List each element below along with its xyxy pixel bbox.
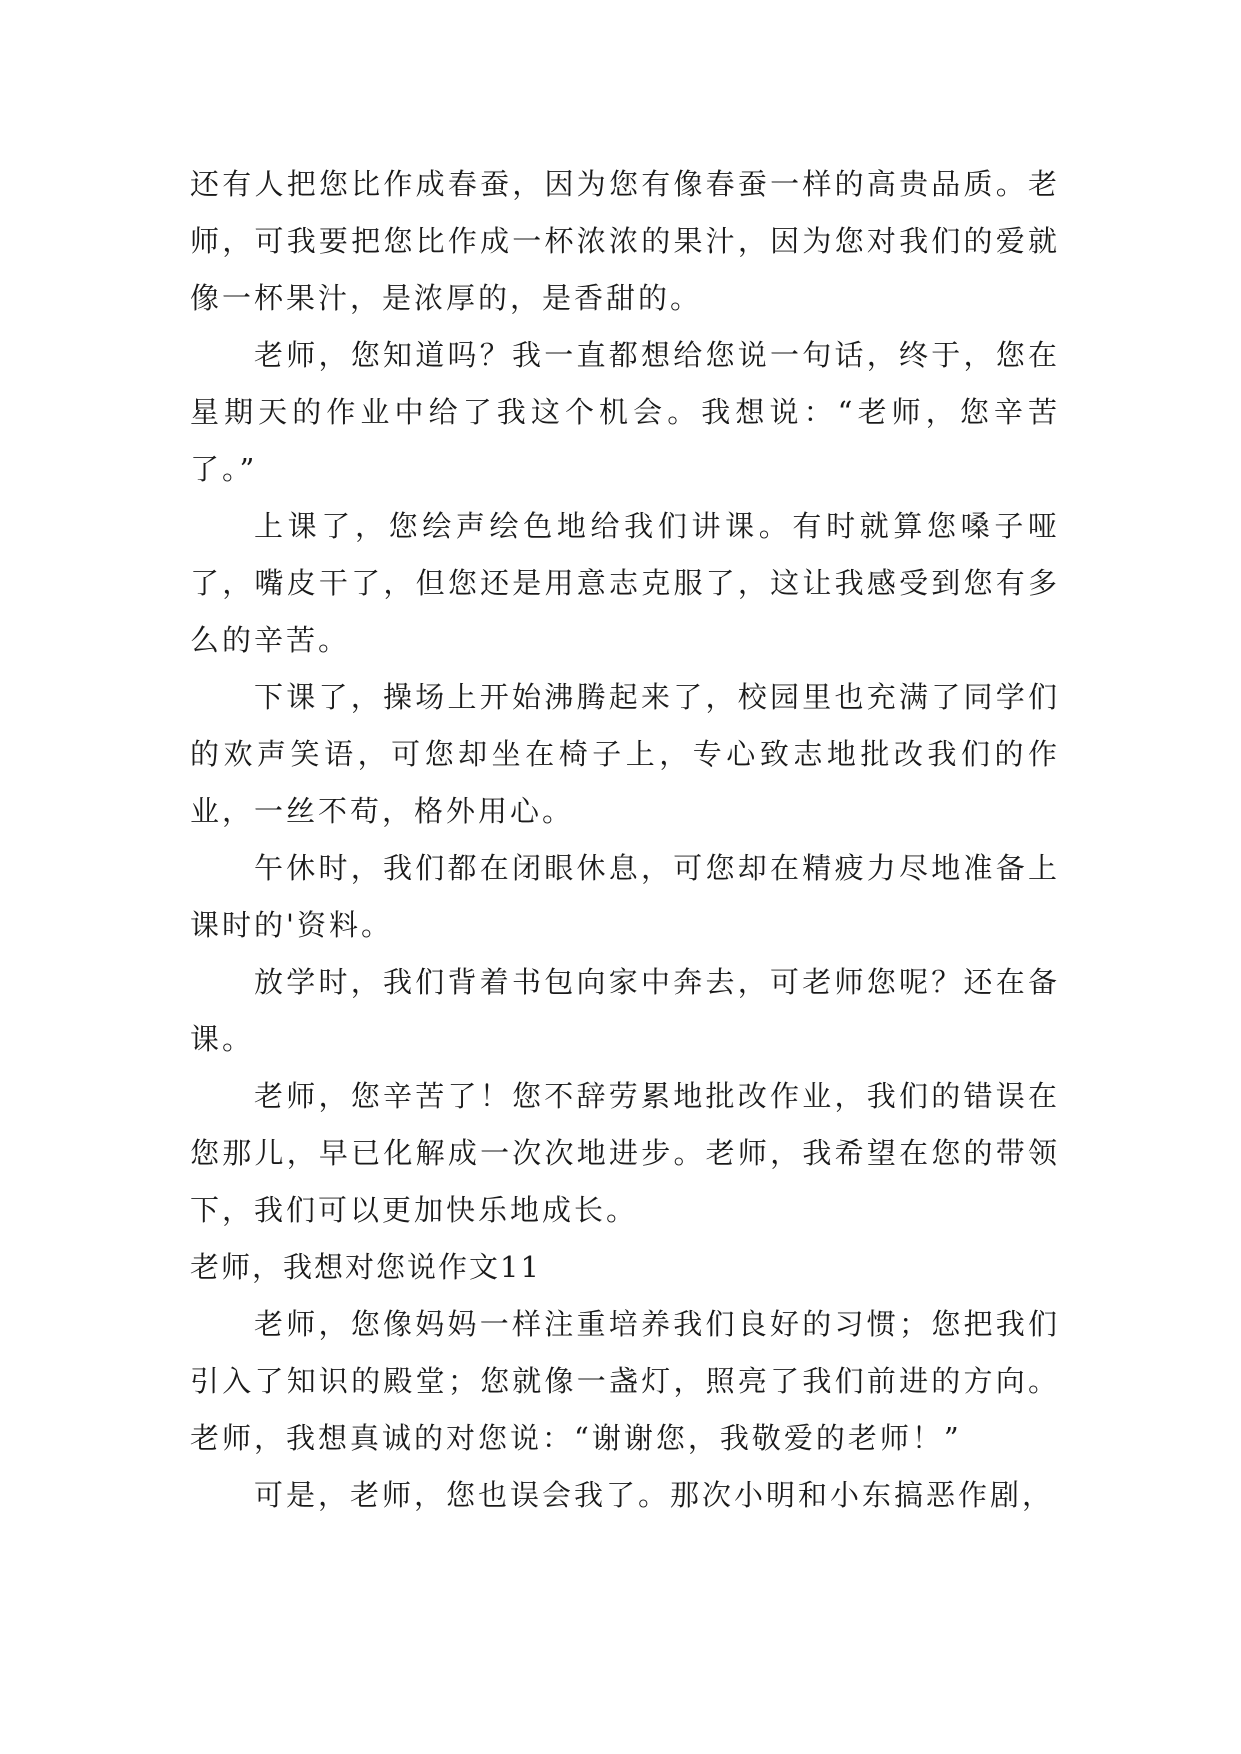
section-heading: 老师，我想对您说作文11 [190, 1250, 541, 1284]
paragraph-1: 还有人把您比作成春蚕，因为您有像春蚕一样的高贵品质。老师，可我要把您比作成一杯浓浓的果汁，因为您对我们的爱就像一杯果汁，是浓厚的，是香甜的。 [190, 167, 1060, 315]
paragraph-7: 老师，您辛苦了！您不辞劳累地批改作业，我们的错误在您那儿，早已化解成一次次地进步。老师，我希望在您的带领下，我们可以更加快乐地成长。 [190, 1079, 1060, 1227]
paragraph-9: 可是，老师，您也误会我了。那次小明和小东搞恶作剧， [254, 1478, 1055, 1512]
paragraph-6: 放学时，我们背着书包向家中奔去，可老师您呢？还在备课。 [190, 965, 1060, 1056]
paragraph-2: 老师，您知道吗？我一直都想给您说一句话，终于，您在星期天的作业中给了我这个机会。我想说：“老师，您辛苦了。” [190, 338, 1060, 486]
paragraph-3: 上课了，您绘声绘色地给我们讲课。有时就算您嗓子哑了，嘴皮干了，但您还是用意志克服了，这让我感受到您有多么的辛苦。 [190, 509, 1060, 657]
document-body [190, 156, 1060, 1524]
paragraph-8: 老师，您像妈妈一样注重培养我们良好的习惯；您把我们引入了知识的殿堂；您就像一盏灯，照亮了我们前进的方向。老师，我想真诚的对您说：“谢谢您，我敬爱的老师！” [190, 1307, 1060, 1455]
paragraph-5: 午休时，我们都在闭眼休息，可您却在精疲力尽地准备上课时的'资料。 [190, 851, 1060, 942]
paragraph-4: 下课了，操场上开始沸腾起来了，校园里也充满了同学们的欢声笑语，可您却坐在椅子上，专心致志地批改我们的作业，一丝不苟，格外用心。 [190, 680, 1060, 828]
